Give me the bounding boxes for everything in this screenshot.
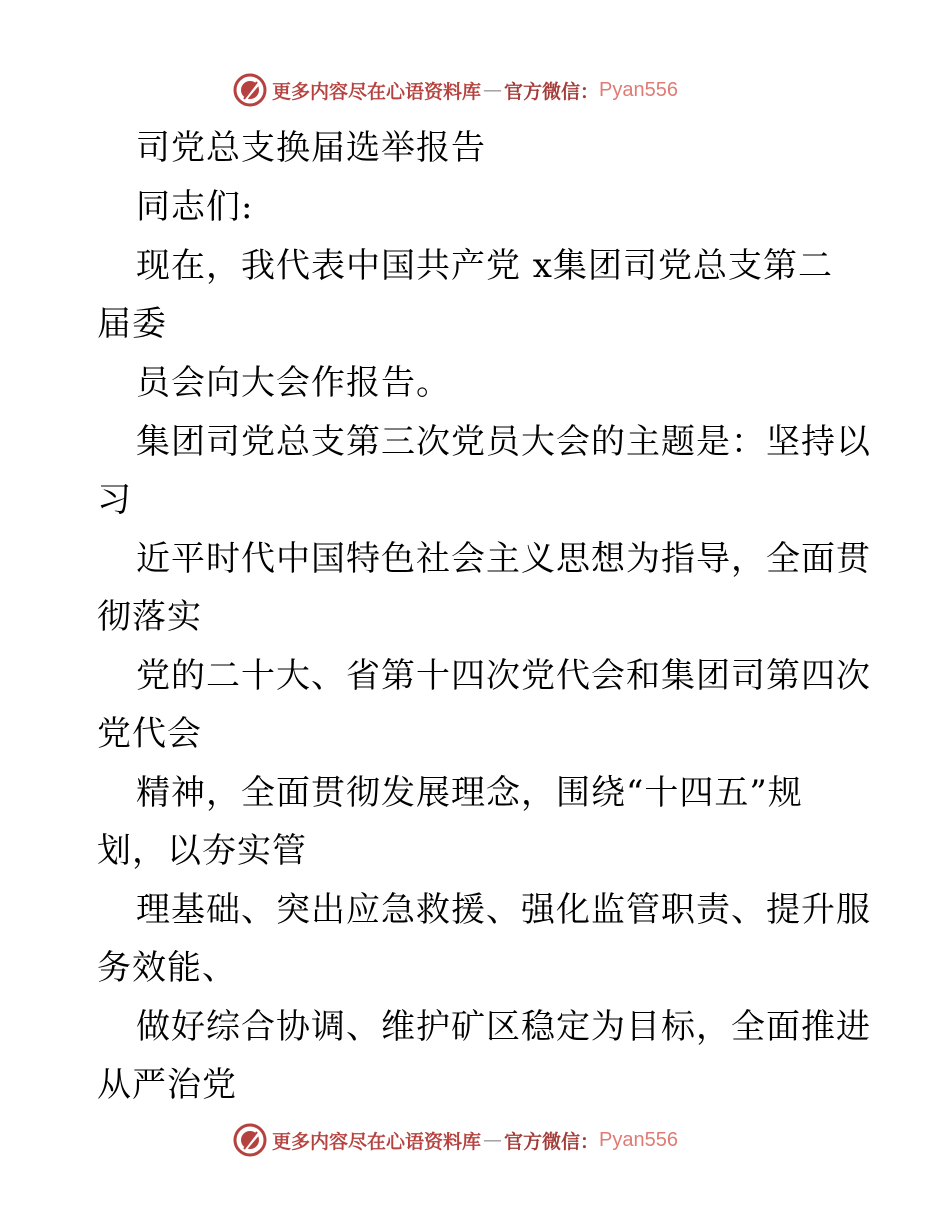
document-title: 司党总支换届选举报告 — [136, 128, 486, 168]
footer-watermark — [232, 1122, 678, 1158]
quill-seal-logo-icon — [232, 1122, 268, 1158]
body-line: 做好综合协调、维护矿区稳定为目标，全面推进 — [136, 1007, 871, 1047]
watermark-wechat-id: Pyan556 — [599, 78, 678, 101]
body-line: 务效能、 — [97, 948, 237, 988]
body-line: 习 — [97, 480, 132, 520]
body-line: 划，以夯实管 — [97, 831, 307, 871]
body-line: 近平时代中国特色社会主义思想为指导，全面贯 — [136, 539, 871, 579]
watermark-brand-text: 更多内容尽在心语资料库 — [272, 1130, 482, 1153]
body-line: 精神，全面贯彻发展理念，围绕“十四五”规 — [136, 773, 803, 813]
quill-seal-logo-icon — [232, 72, 268, 108]
body-line: 现在，我代表中国共产党 x集团司党总支第二 — [136, 246, 833, 286]
watermark-brand-text: 更多内容尽在心语资料库 — [272, 80, 482, 103]
body-line: 党代会 — [97, 714, 202, 754]
watermark-dash: — — [483, 79, 503, 101]
body-line: 从严治党 — [97, 1065, 237, 1105]
body-line: 彻落实 — [97, 597, 202, 637]
body-line: 集团司党总支第三次党员大会的主题是：坚持以 — [136, 422, 871, 462]
body-line: 届委 — [97, 304, 167, 344]
body-line: 党的二十大、省第十四次党代会和集团司第四次 — [136, 656, 871, 696]
watermark-wechat-label: 官方微信： — [504, 1130, 600, 1153]
salutation: 同志们: — [136, 187, 254, 227]
body-line: 员会向大会作报告。 — [136, 363, 451, 403]
watermark-wechat-label: 官方微信： — [504, 80, 600, 103]
header-watermark — [232, 72, 678, 108]
watermark-wechat-id: Pyan556 — [599, 1128, 678, 1151]
watermark-dash: — — [483, 1129, 503, 1151]
body-line: 理基础、突出应急救援、强化监管职责、提升服 — [136, 890, 871, 930]
